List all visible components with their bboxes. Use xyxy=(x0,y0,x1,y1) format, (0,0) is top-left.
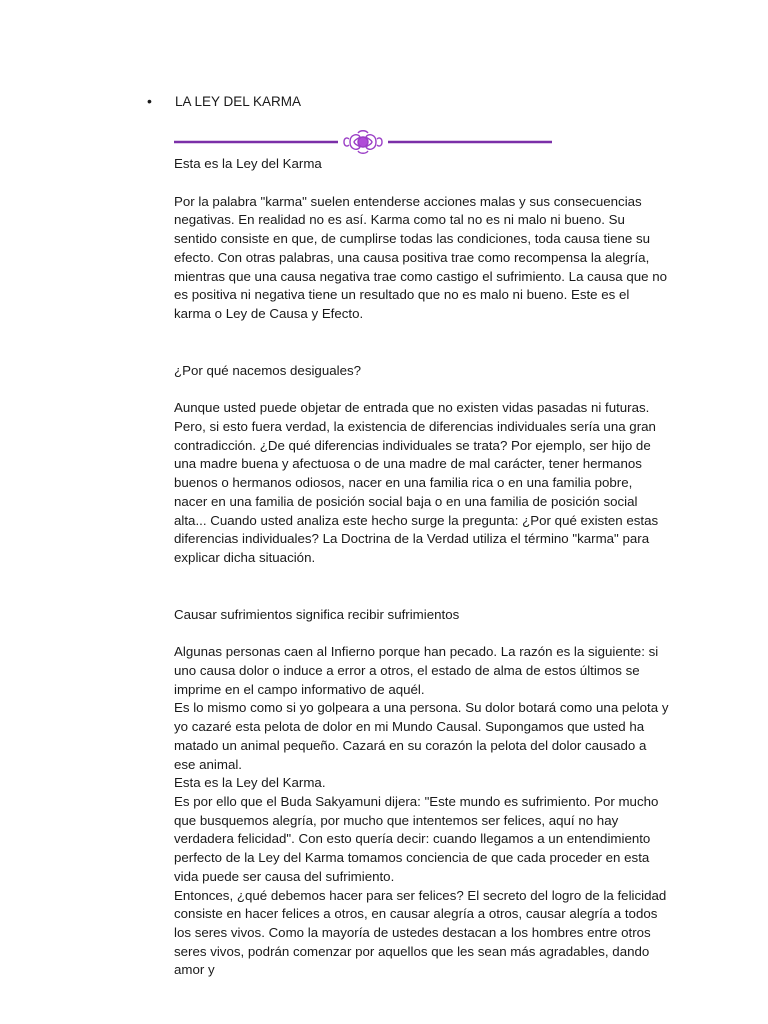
paragraph-question-2-a: Algunas personas caen al Infierno porque han pecado. La razón es la siguiente: si uno causa dolor o induce a error a otros, el estado de alma de estos últimos se imprime en el campo informativo de aquél. xyxy=(174,644,659,697)
bullet-icon: • xyxy=(147,93,152,109)
paragraph-question-2-e: Entonces, ¿qué debemos hacer para ser felices? El secreto del logro de la felicidad consiste en hacer felices a otros, en causar alegría a otros, causar alegría a todos los seres vivos. Como la mayoría de ustedes destacan a los hombres entre otros seres vivos, podrán comenzar por aquellos que les sean más agradables, dando amor y xyxy=(174,887,667,978)
heading-title: LA LEY DEL KARMA xyxy=(175,94,302,109)
document-body xyxy=(174,155,669,980)
ornament-divider xyxy=(174,128,552,156)
section-title-intro: Esta es la Ley del Karma xyxy=(174,156,322,171)
ornament-icon xyxy=(344,131,382,154)
section-title-question-2: Causar sufrimientos significa recibir sufrimientos xyxy=(174,606,460,622)
paragraph-question-2-b: Es lo mismo como si yo golpeara a una persona. Su dolor botará como una pelota y yo cazaré esta pelota de dolor en mi Mundo Causal. Supongamos que usted ha matado un animal pequeño. Cazará en su corazón la pelota del dolor causado a ese animal. xyxy=(174,700,669,772)
section-title-question-1: ¿Por qué nacemos desiguales? xyxy=(174,362,362,378)
paragraph-question-2-c: Esta es la Ley del Karma. xyxy=(174,775,326,791)
paragraph-intro: Por la palabra "karma" suelen entenderse acciones malas y sus consecuencias negativas. En realidad no es así. Karma como tal no es ni malo ni bueno. Su sentido consiste en que, de cumplirse todas las condiciones, toda causa tiene su efecto. Con otras palabras, una causa positiva trae como recompensa la alegría, mientras que una causa negativa trae como castigo el sufrimiento. La causa que no es positiva ni negativa tiene un resultado que no es malo ni bueno. Este es el karma o Ley de Causa y Efecto. xyxy=(174,193,668,321)
paragraph-question-2-d: Es por ello que el Buda Sakyamuni dijera: "Este mundo es sufrimiento. Por mucho que busquemos alegría, por mucho que intentemos ser felices, aquí no hay verdadera felicidad". Con esto quería decir: cuando llegamos a un entendimiento perfecto de la Ley del Karma tomamos conciencia de que cada proceder en esta vida puede ser causa del sufrimiento. xyxy=(174,793,659,884)
paragraph-question-1: Aunque usted puede objetar de entrada que no existen vidas pasadas ni futuras. Pero, si esto fuera verdad, la existencia de diferencias individuales sería una gran contradicción. ¿De qué diferencias individuales se trata? Por ejemplo, ser hijo de una madre buena y afectuosa o de una madre de mal carácter, tener hermanos buenos o hermanos odiosos, nacer en una familia rica o en una familia pobre, nacer en una familia de posición social baja o en una familia de posición social alta... Cuando usted analiza este hecho surge la pregunta: ¿Por qué existen estas diferencias individuales? La Doctrina de la Verdad utiliza el término "karma" para explicar dicha situación. xyxy=(174,400,659,565)
